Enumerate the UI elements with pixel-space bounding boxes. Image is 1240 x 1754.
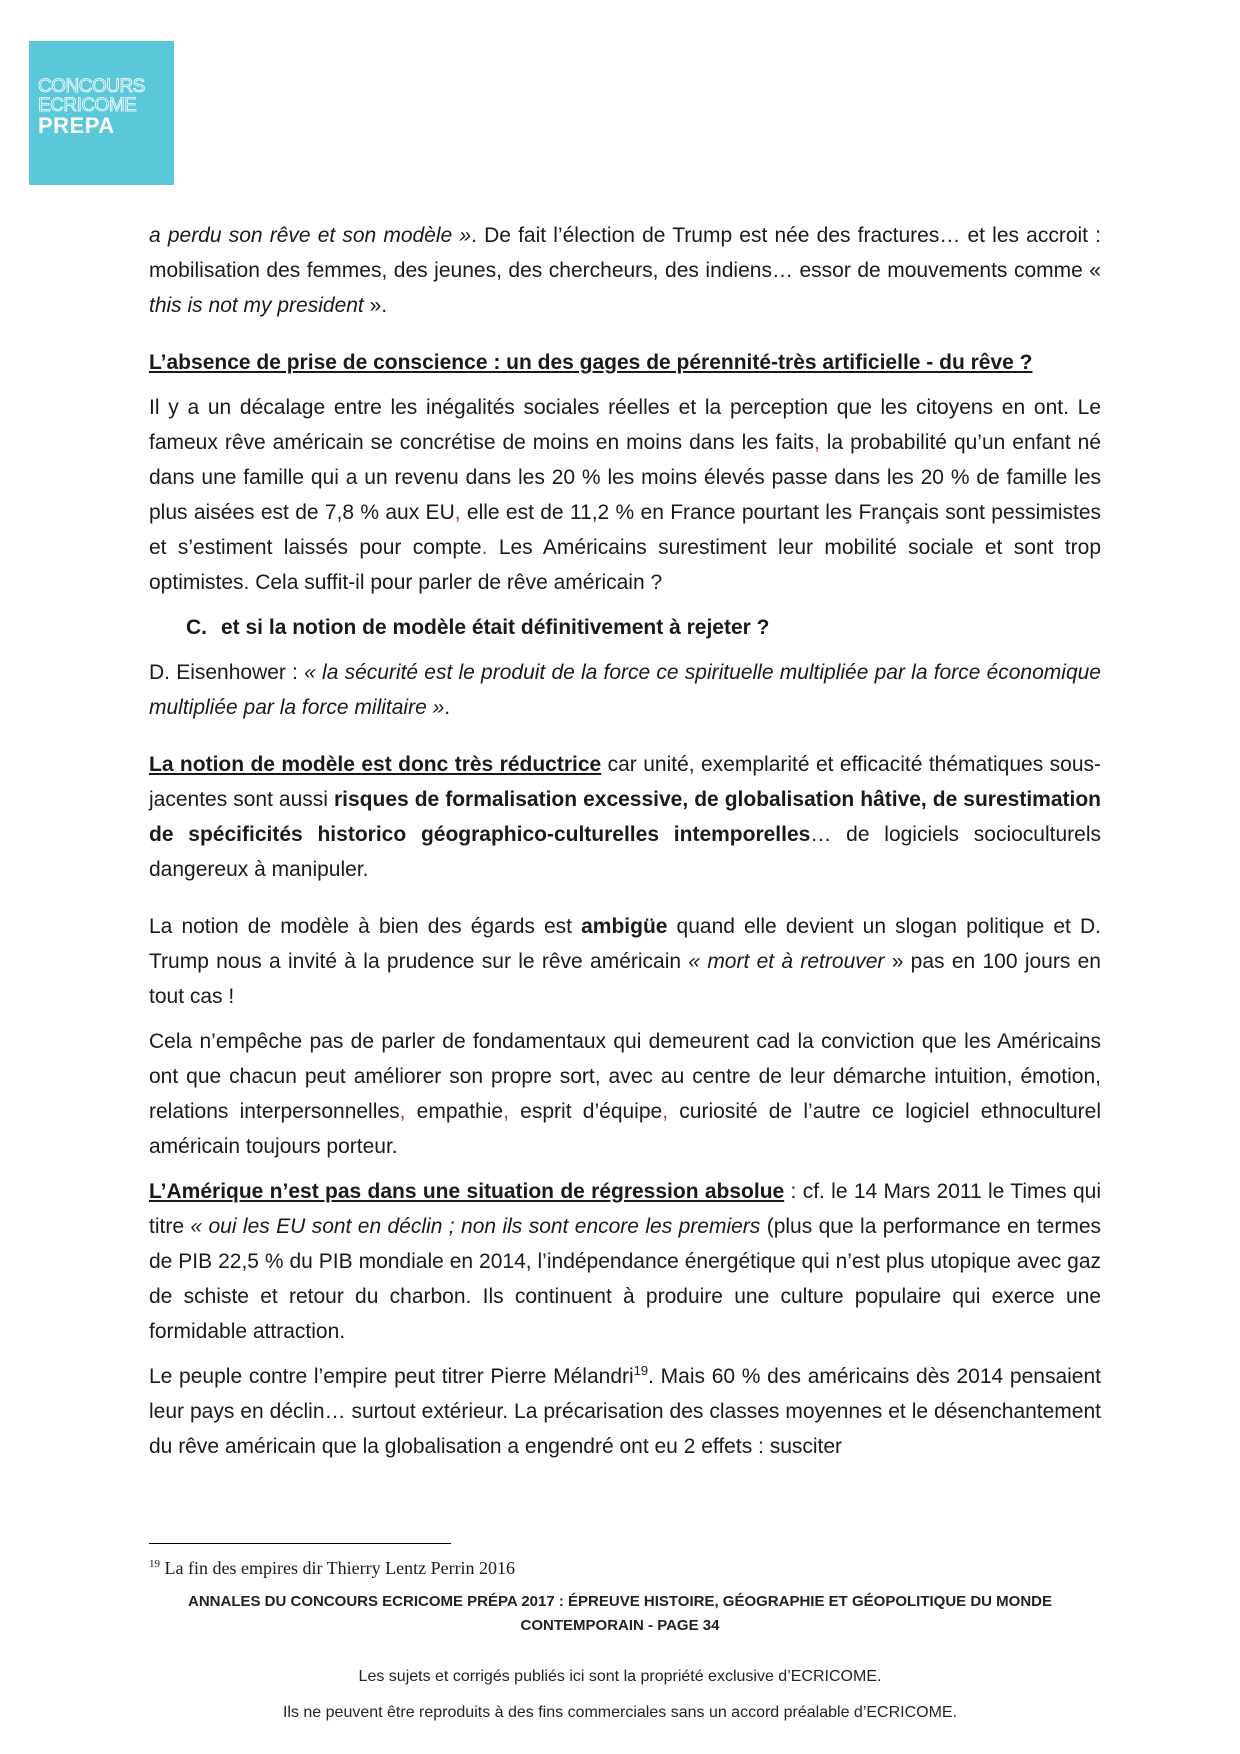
text: Cela n’empêche pas de parler de fondamentaux qui demeurent cad la conviction que les Américains ont que chacun peut améliorer son propre sort, avec au centre de leur démarche intuition, émotion, relations interpersonnelles xyxy=(149,1030,1101,1123)
bold-word: ambigüe xyxy=(581,915,668,938)
logo-line-prepa: PREPA xyxy=(38,113,115,138)
ecricome-logo xyxy=(29,41,174,185)
page-body xyxy=(149,218,1101,1474)
red-comma: , xyxy=(399,1100,406,1123)
subsection-title: et si la notion de modèle était définitivement à rejeter ? xyxy=(221,616,770,639)
text: (plus que la performance en termes de PIB 22,5 % du PIB mondiale en 2014, l’indépendance énergétique qui n’est plus utopique avec gaz de schiste et retour du charbon. Ils continuent à produire une culture populaire qui exerce une formidable attraction. xyxy=(149,1215,1102,1343)
text: La notion de modèle à bien des égards est xyxy=(149,915,582,938)
text: Il y a un décalage entre les inégalités sociales réelles et la perception que les citoyens en ont. Le fameux rêve américain se concrétise de moins en moins dans les faits xyxy=(149,396,1101,454)
text: … de logiciels socioculturels dangereux à manipuler. xyxy=(149,823,1101,881)
red-comma: , xyxy=(813,431,820,454)
underlined-key-phrase: L’Amérique n’est pas dans une situation de régression absolue xyxy=(149,1180,785,1203)
paragraph-eisenhower xyxy=(149,655,1101,725)
footnote-reference: 19 xyxy=(633,1363,649,1378)
paragraph-amerique xyxy=(149,1174,1101,1349)
text: esprit d’équipe xyxy=(508,1100,663,1123)
footnote-number: 19 xyxy=(149,1558,160,1570)
red-comma: , xyxy=(454,501,461,524)
italic-quote: « mort et à retrouver xyxy=(688,950,885,973)
footer-copyright-note: Les sujets et corrigés publiés ici sont la propriété exclusive d’ECRICOME. xyxy=(358,1668,882,1685)
slogan-quote: this is not my president xyxy=(149,294,364,317)
footer-title-line-1: ANNALES DU CONCOURS ECRICOME PRÉPA 2017 : ÉPREUVE HISTOIRE, GÉOGRAPHIE ET GÉOPOLITIQUE DU MONDE xyxy=(187,1593,1052,1610)
text: elle est de 11,2 % en France pourtant les Français sont pessimistes et s’estiment laissés pour compte xyxy=(149,501,1101,559)
text: » pas en 100 jours en tout cas ! xyxy=(149,950,1101,1008)
footer-title xyxy=(130,1590,1110,1638)
eisenhower-quote: « la sécurité est le produit de la force ce spirituelle multipliée par la force économique multipliée par la force militaire » xyxy=(149,661,1101,719)
underlined-key-phrase: La notion de modèle est donc très réductrice xyxy=(149,753,602,776)
logo-line-ecricome: ECRICOME xyxy=(38,95,137,116)
paragraph-ambigue xyxy=(149,909,1101,1014)
text: car unité, exemplarité et efficacité thématiques sous-jacentes sont aussi xyxy=(149,753,1101,811)
footnote-text: La fin des empires dir Thierry Lentz Perrin 2016 xyxy=(160,1558,516,1578)
paragraph-2 xyxy=(149,390,1101,600)
bold-phrase: risques de formalisation excessive, de globalisation hâtive, de surestimation de spécificités historico géographico-culturelles intemporelles xyxy=(149,788,1102,846)
text: curiosité de l’autre ce logiciel ethnoculturel américain toujours porteur. xyxy=(149,1100,1101,1158)
text: . De fait l’élection de Trump est née des fractures… et les accroit : mobilisation des femmes, des jeunes, des chercheurs, des indiens… essor de mouvements comme « xyxy=(149,224,1101,282)
text: : cf. le 14 Mars 2011 le Times qui titre xyxy=(149,1180,1102,1238)
text: quand elle devient un slogan politique et D. Trump nous a invité à la prudence sur le rêve américain xyxy=(149,915,1101,973)
logo-line-concours: CONCOURS xyxy=(38,76,145,97)
paragraph-notion-modele xyxy=(149,747,1101,887)
red-period: . xyxy=(481,536,488,559)
footnote xyxy=(149,1557,515,1579)
paragraph-peuple-empire xyxy=(149,1359,1101,1464)
section-heading-prise-de-conscience: L’absence de prise de conscience : un des gages de pérennité-très artificielle - du rêve ? xyxy=(149,351,1033,374)
quote-fragment: a perdu son rêve et son modèle » xyxy=(149,224,472,247)
footer-reproduction-note: Ils ne peuvent être reproduits à des fins commerciales sans un accord préalable d’ECRICOME. xyxy=(282,1704,958,1721)
footer-title-line-2: CONTEMPORAIN - PAGE 34 xyxy=(520,1617,720,1634)
red-comma: , xyxy=(662,1100,669,1123)
text: Le peuple contre l’empire peut titrer Pierre Mélandri xyxy=(149,1365,634,1388)
text: . Mais 60 % des américains dès 2014 pensaient leur pays en déclin… surtout extérieur. La précarisation des classes moyennes et le désenchantement du rêve américain que la globalisation a engendré ont eu 2 effets : susciter xyxy=(149,1365,1101,1458)
footnote-separator xyxy=(149,1543,451,1544)
text: ». xyxy=(363,294,388,317)
text: Les Américains surestiment leur mobilité sociale et sont trop optimistes. Cela suffit-il pour parler de rêve américain ? xyxy=(149,536,1102,594)
text: empathie xyxy=(405,1100,504,1123)
text: D. Eisenhower : xyxy=(149,661,305,684)
subsection-heading-c xyxy=(149,610,1101,645)
times-quote: « oui les EU sont en déclin ; non ils sont encore les premiers xyxy=(190,1215,761,1238)
text: . xyxy=(444,696,451,719)
paragraph-1 xyxy=(149,218,1101,323)
red-comma: , xyxy=(503,1100,509,1123)
subsection-letter: C. xyxy=(186,616,207,639)
paragraph-fondamentaux xyxy=(149,1024,1101,1164)
text: la probabilité qu’un enfant né dans une famille qui a un revenu dans les 20 % les moins élevés passe dans les 20 % de famille les plus aisées est de 7,8 % aux EU xyxy=(149,431,1102,524)
